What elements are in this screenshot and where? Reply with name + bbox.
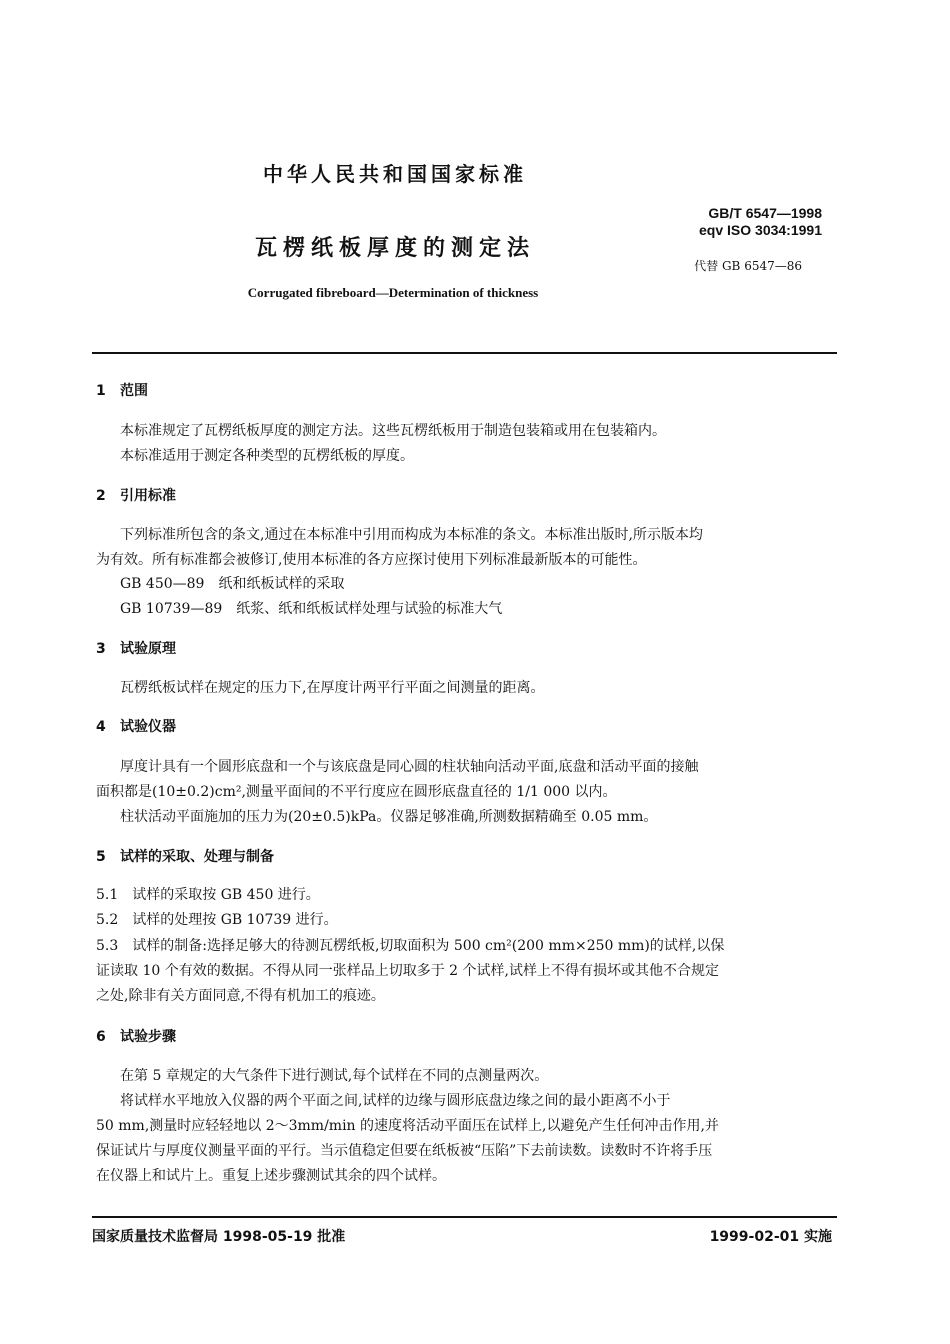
clause-5-1: 5.1 试样的采取按 GB 450 进行。 bbox=[96, 887, 320, 903]
section-6-para-2-line-2: 50 mm,测量时应轻轻地以 2～3mm/min 的速度将活动平面压在试样上,以避免产生任何冲击作用,并 bbox=[96, 1118, 719, 1134]
standard-code: GB/T 6547—1998 bbox=[708, 205, 822, 221]
section-1-para-2: 本标准适用于测定各种类型的瓦楞纸板的厚度。 bbox=[120, 448, 414, 464]
section-6-para-2-line-4: 在仪器上和试片上。重复上述步骤测试其余的四个试样。 bbox=[96, 1168, 446, 1184]
header-divider bbox=[92, 352, 837, 354]
section-4-para-2: 柱状活动平面施加的压力为(20±0.5)kPa。仪器足够准确,所测数据精确至 0.05 mm。 bbox=[120, 809, 658, 825]
section-1-para-1: 本标准规定了瓦楞纸板厚度的测定方法。这些瓦楞纸板用于制造包装箱或用在包装箱内。 bbox=[120, 423, 666, 439]
clause-5-3-line-1: 5.3 试样的制备:选择足够大的待测瓦楞纸板,切取面积为 500 cm²(200 mm×250 mm)的试样,以保 bbox=[96, 938, 725, 954]
iso-equivalent: eqv ISO 3034:1991 bbox=[699, 222, 822, 238]
implementation-date: 1999-02-01 实施 bbox=[709, 1229, 832, 1245]
section-6-para-2-line-3: 保证试片与厚度仪测量平面的平行。当示值稳定但要在纸板被“压陷”下去前读数。读数时不许将手压 bbox=[96, 1143, 713, 1159]
clause-5-3-line-3: 之处,除非有关方面同意,不得有机加工的痕迹。 bbox=[96, 988, 385, 1004]
section-5-heading: 5 试样的采取、处理与制备 bbox=[96, 849, 274, 865]
section-3-para-1: 瓦楞纸板试样在规定的压力下,在厚度计两平行平面之间测量的距离。 bbox=[120, 680, 545, 696]
replaces-note: 代替 GB 6547—86 bbox=[694, 259, 802, 273]
section-4-para-line-1: 厚度计具有一个圆形底盘和一个与该底盘是同心圆的柱状轴向活动平面,底盘和活动平面的接触 bbox=[120, 759, 699, 775]
country-standard-heading: 中华人民共和国国家标准 bbox=[263, 162, 527, 186]
section-4-heading: 4 试验仪器 bbox=[96, 719, 176, 735]
reference-gb450: GB 450—89 纸和纸板试样的采取 bbox=[120, 576, 345, 592]
clause-5-2: 5.2 试样的处理按 GB 10739 进行。 bbox=[96, 912, 338, 928]
section-2-heading: 2 引用标准 bbox=[96, 488, 176, 504]
section-2-para-line-2: 为有效。所有标准都会被修订,使用本标准的各方应探讨使用下列标准最新版本的可能性。 bbox=[96, 552, 647, 568]
section-3-heading: 3 试验原理 bbox=[96, 641, 176, 657]
approval-date: 国家质量技术监督局 1998-05-19 批准 bbox=[92, 1229, 346, 1245]
section-6-para-2-line-1: 将试样水平地放入仪器的两个平面之间,试样的边缘与圆形底盘边缘之间的最小距离不小于 bbox=[120, 1093, 671, 1109]
reference-gb10739: GB 10739—89 纸浆、纸和纸板试样处理与试验的标准大气 bbox=[120, 601, 503, 617]
english-title: Corrugated fibreboard—Determination of thickness bbox=[247, 285, 539, 300]
section-6-para-1: 在第 5 章规定的大气条件下进行测试,每个试样在不同的点测量两次。 bbox=[120, 1068, 549, 1084]
document-title: 瓦楞纸板厚度的测定法 bbox=[254, 236, 535, 261]
section-4-para-line-2: 面积都是(10±0.2)cm²,测量平面间的不平行度应在圆形底盘直径的 1/1 000 以内。 bbox=[96, 784, 617, 800]
clause-5-3-line-2: 证读取 10 个有效的数据。不得从同一张样品上切取多于 2 个试样,试样上不得有损坏或其他不合规定 bbox=[96, 963, 719, 979]
section-6-heading: 6 试验步骤 bbox=[96, 1029, 176, 1045]
section-2-para-line-1: 下列标准所包含的条文,通过在本标准中引用而构成为本标准的条文。本标准出版时,所示版本均 bbox=[120, 527, 703, 543]
footer-divider bbox=[92, 1216, 837, 1218]
section-1-heading: 1 范围 bbox=[96, 383, 148, 399]
